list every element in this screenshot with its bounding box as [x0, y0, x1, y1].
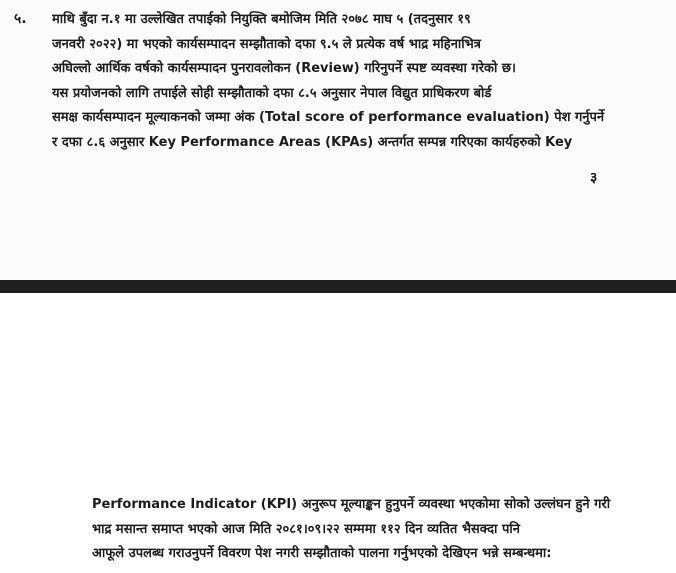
page-number: ३ — [590, 170, 598, 186]
paragraph-line-3: अघिल्लो आर्थिक वर्षको कार्यसम्पादन पुनरावलोकन (Review) गरिनुपर्ने स्पष्ट व्यवस्था गरेको छ। — [52, 61, 516, 76]
continuation-line-1: Performance Indicator (KPI) अनुरूप मूल्याङ्कन हुनुपर्ने व्यवस्था भएकोमा सोको उल्लंघन हुने गरी — [92, 497, 611, 512]
paragraph-line-4: यस प्रयोजनको लागि तपाईले सोही सम्झौताको दफा ८.५ अनुसार नेपाल विद्युत प्राधिकरण बोर्ड — [52, 85, 492, 101]
paragraph-line-2: जनवरी २०२२) मा भएको कार्यसम्पादन सम्झौताको दफा ९.५ ले प्रत्येक वर्ष भाद्र महिनाभित्र — [52, 36, 481, 52]
item-number: ५. — [14, 11, 27, 27]
paragraph-line-5: समक्ष कार्यसम्पादन मूल्याकनको जम्मा अंक (Total score of performance evaluation) पेश गर्नुपर्ने — [52, 110, 605, 125]
upper-page-section — [0, 0, 676, 280]
main-paragraph — [52, 8, 660, 155]
page-break-bar — [0, 280, 676, 293]
continuation-line-2: भाद्र मसान्त समाप्त भएको आज मिति २०८१।०९।२२ सम्ममा ११२ दिन व्यतित भैसक्दा पनि — [92, 521, 520, 537]
continuation-paragraph — [92, 493, 662, 567]
continuation-line-3: आफूले उपलब्ध गराउनुपर्ने विवरण पेश नगरी सम्झौताको पालना गर्नुभएको देखिएन भन्ने सम्बन्धमा: — [92, 546, 552, 561]
paragraph-line-1: माथि बुँदा न.१ मा उल्लेखित तपाईको नियुक्ति बमोजिम मिति २०७८ माघ ५ (तदनुसार १९ — [52, 12, 471, 27]
paragraph-line-6: र दफा ८.६ अनुसार Key Performance Areas (KPAs) अन्तर्गत सम्पन्न गरिएका कार्यहरुको Key — [52, 134, 573, 150]
